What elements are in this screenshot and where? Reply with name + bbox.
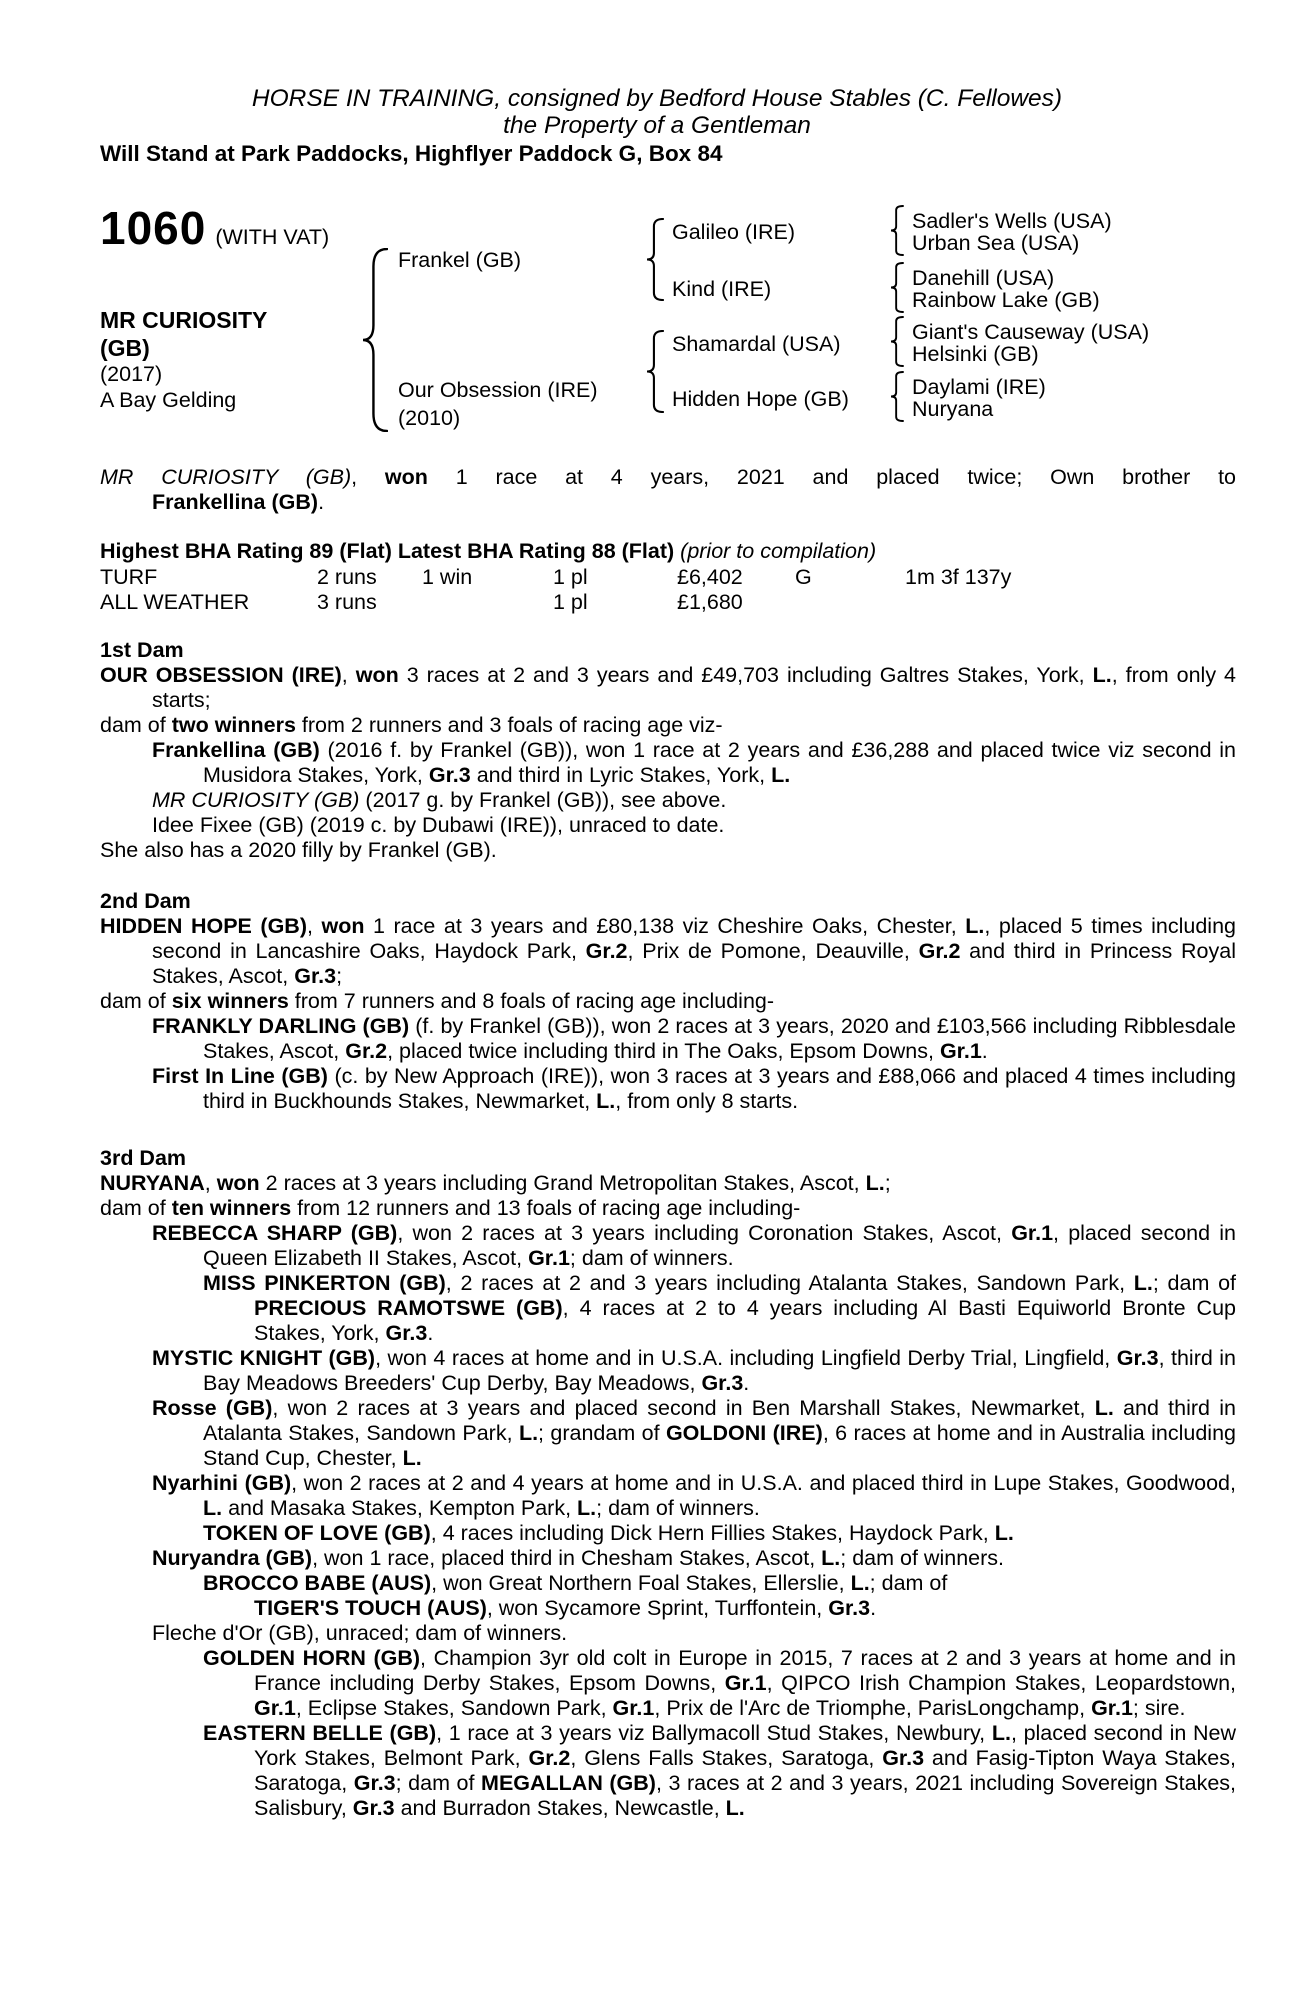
text-segment: , won 2 races at 2 and 4 years at home and in U.S.A. and placed third in Lupe Stakes, Goodwood, bbox=[291, 1471, 1236, 1495]
text-segment: , placed twice including third in The Oaks, Epsom Downs, bbox=[387, 1039, 940, 1063]
dam-name: Our Obsession (IRE) bbox=[398, 378, 598, 402]
greatgrand-sire-dam-sire: Danehill (USA) bbox=[912, 266, 1055, 290]
pedigree-brace-gg1 bbox=[890, 205, 904, 256]
text-segment: Fleche d'Or (GB), unraced; dam of winners. bbox=[152, 1621, 568, 1645]
text-segment: REBECCA SHARP (GB) bbox=[152, 1221, 398, 1245]
pedigree-paragraph bbox=[100, 1571, 1236, 1596]
property-line: the Property of a Gentleman bbox=[503, 112, 811, 139]
dam-section-heading: 1st Dam bbox=[100, 638, 184, 662]
text-segment: 2 races at 3 years including Grand Metropolitan Stakes, Ascot, bbox=[259, 1171, 866, 1195]
text-segment: Rosse (GB) bbox=[152, 1396, 273, 1420]
text-segment: , 2 races at 2 and 3 years including Atalanta Stakes, Sandown Park, bbox=[445, 1271, 1134, 1295]
text-segment: , won 4 races at home and in U.S.A. including Lingfield Derby Trial, Lingfield, bbox=[375, 1346, 1117, 1370]
text-segment: won bbox=[355, 663, 399, 687]
race-record-line1 bbox=[100, 465, 1236, 490]
stat-cell: TURF bbox=[100, 565, 158, 589]
text-segment: . bbox=[427, 1321, 434, 1345]
text-segment: , from only 4 starts; bbox=[152, 663, 1237, 712]
text-segment: , won Sycamore Sprint, Turffontein, bbox=[486, 1596, 829, 1620]
bha-rating-heading bbox=[100, 538, 1236, 565]
text-segment: 1 race at 3 years and £80,138 viz Cheshire Oaks, Chester, bbox=[364, 914, 966, 938]
text-segment: . bbox=[743, 1371, 750, 1395]
text-segment: , placed 5 times including second in Lancashire Oaks, Haydock Park, bbox=[152, 914, 1236, 963]
vat-label: (WITH VAT) bbox=[215, 225, 330, 249]
text-segment: PRECIOUS RAMOTSWE (GB) bbox=[254, 1296, 563, 1320]
text-segment: Gr.3 bbox=[1116, 1346, 1159, 1370]
text-segment: ; bbox=[336, 964, 343, 988]
text-segment: ten winners bbox=[171, 1196, 292, 1220]
pedigree-paragraph bbox=[100, 1014, 1236, 1064]
stat-cell: 2 runs bbox=[317, 565, 377, 589]
text-segment: Gr.3 bbox=[352, 1796, 395, 1820]
text-segment: , QIPCO Irish Champion Stakes, Leopardstown, bbox=[766, 1671, 1236, 1695]
pedigree-paragraph bbox=[100, 788, 1236, 813]
dam-sections bbox=[100, 638, 1236, 1821]
pedigree-paragraph bbox=[100, 1546, 1236, 1571]
text-segment: Gr.1 bbox=[254, 1696, 296, 1720]
pedigree-paragraph bbox=[100, 813, 1236, 838]
text-segment: ; dam of winners. bbox=[840, 1546, 1004, 1570]
text-segment: , Prix de Pomone, Deauville, bbox=[627, 939, 919, 963]
text-segment: L. bbox=[965, 914, 985, 938]
text-segment: ; dam of bbox=[869, 1571, 948, 1595]
stat-cell: 3 runs bbox=[317, 590, 377, 614]
pedigree-paragraph bbox=[100, 1521, 1236, 1546]
greatgrand-dam-dam-sire: Daylami (IRE) bbox=[912, 375, 1046, 399]
pedigree-paragraph bbox=[100, 989, 1236, 1014]
greatgrand-sire-sire-sire: Sadler's Wells (USA) bbox=[912, 209, 1112, 233]
text-segment: , 4 races including Dick Hern Fillies Stakes, Haydock Park, bbox=[430, 1521, 995, 1545]
greatgrand-dam-sire-sire: Giant's Causeway (USA) bbox=[912, 320, 1150, 344]
text-segment: L. bbox=[577, 1496, 597, 1520]
text-segment: , Prix de l'Arc de Triomphe, ParisLongchamp, bbox=[654, 1696, 1092, 1720]
text-segment: , won 1 race, placed third in Chesham Stakes, Ascot, bbox=[312, 1546, 822, 1570]
greatgrand-sire-dam-dam: Rainbow Lake (GB) bbox=[912, 288, 1100, 312]
text-segment: , bbox=[204, 1171, 217, 1195]
pedigree-brace-gg2 bbox=[890, 262, 904, 313]
text-segment: ; grandam of bbox=[538, 1421, 666, 1445]
text-segment: , won Great Northern Foal Stakes, Ellerslie, bbox=[431, 1571, 851, 1595]
text-segment: Gr.2 bbox=[918, 939, 961, 963]
text-segment: ; dam of winners. bbox=[596, 1496, 760, 1520]
stat-row bbox=[100, 565, 1236, 590]
pedigree-paragraph bbox=[100, 1646, 1236, 1721]
stat-row bbox=[100, 590, 1236, 615]
text-segment: dam of bbox=[100, 989, 172, 1013]
text-segment: Gr.1 bbox=[724, 1671, 767, 1695]
text-segment: Gr.3 bbox=[701, 1371, 744, 1395]
text-segment: won bbox=[216, 1171, 260, 1195]
text-segment: dam of bbox=[100, 1196, 172, 1220]
text-segment: , Champion 3yr old colt in Europe in 2015, 7 races at 2 and 3 years at home and in France including Derby Stakes, Epsom Downs, bbox=[254, 1646, 1236, 1695]
pedigree-brace-sire-line bbox=[646, 218, 664, 301]
text-segment: (2017 g. by Frankel (GB)), see above. bbox=[359, 788, 727, 812]
text-segment: TIGER'S TOUCH (AUS) bbox=[254, 1596, 487, 1620]
pedigree-brace-gg3 bbox=[890, 316, 904, 367]
pedigree-paragraph bbox=[100, 1721, 1236, 1821]
pedigree-paragraph bbox=[100, 1346, 1236, 1396]
text-segment: and third in Lyric Stakes, York, bbox=[470, 763, 772, 787]
text-segment: Gr.3 bbox=[882, 1746, 925, 1770]
stat-cell: 1 pl bbox=[553, 565, 588, 589]
stabling-line: Will Stand at Park Paddocks, Highflyer Paddock G, Box 84 bbox=[100, 141, 723, 166]
stat-cell: 1m 3f 137y bbox=[905, 565, 1012, 589]
text-segment: L. bbox=[994, 1521, 1014, 1545]
consignor-line: HORSE IN TRAINING, consigned by Bedford House Stables (C. Fellowes) bbox=[251, 85, 1063, 112]
stat-cell: ALL WEATHER bbox=[100, 590, 250, 614]
text-segment: , 3 races at 2 and 3 years, 2021 including Sovereign Stakes, Salisbury, bbox=[254, 1771, 1237, 1820]
pedigree-paragraph bbox=[100, 713, 1236, 738]
pedigree-paragraph bbox=[100, 1196, 1236, 1221]
text-segment: NURYANA bbox=[100, 1171, 205, 1195]
pedigree-paragraph bbox=[100, 1621, 1236, 1646]
greatgrand-dam-sire-dam: Helsinki (GB) bbox=[912, 342, 1039, 366]
text-segment: six winners bbox=[171, 989, 289, 1013]
sire-sire: Galileo (IRE) bbox=[672, 220, 796, 244]
pedigree-paragraph bbox=[100, 1596, 1236, 1621]
text-segment: Gr.1 bbox=[612, 1696, 655, 1720]
text-segment: and Fasig-Tipton Waya Stakes, Saratoga, bbox=[254, 1746, 1236, 1795]
stat-cell: £6,402 bbox=[677, 565, 743, 589]
text-segment: , 4 races at 2 to 4 years including Al Basti Equiworld Bronte Cup Stakes, York, bbox=[254, 1296, 1236, 1345]
text-segment: L. bbox=[850, 1571, 870, 1595]
text-segment: MR CURIOSITY (GB) bbox=[100, 465, 352, 489]
text-segment: L. bbox=[991, 1721, 1011, 1745]
pedigree-paragraph bbox=[100, 738, 1236, 788]
sire-name: Frankel (GB) bbox=[398, 248, 522, 272]
text-segment: She also has a 2020 filly by Frankel (GB). bbox=[100, 838, 497, 862]
pedigree-paragraph bbox=[100, 1221, 1236, 1271]
text-segment: L. bbox=[1092, 663, 1112, 687]
text-segment: , won 2 races at 3 years including Coronation Stakes, Ascot, bbox=[397, 1221, 1012, 1245]
text-segment: and Burradon Stakes, Newcastle, bbox=[394, 1796, 726, 1820]
text-segment: Gr.1 bbox=[939, 1039, 982, 1063]
greatgrand-dam-dam-dam: Nuryana bbox=[912, 397, 994, 421]
pedigree-brace-parents bbox=[362, 248, 388, 432]
text-segment: ; dam of bbox=[1152, 1271, 1237, 1295]
text-segment: 3 races at 2 and 3 years and £49,703 including Galtres Stakes, York, bbox=[398, 663, 1093, 687]
text-segment: Frankellina (GB) bbox=[152, 738, 320, 762]
text-segment: , placed second in New York Stakes, Belmont Park, bbox=[254, 1721, 1237, 1770]
text-segment: , 1 race at 3 years viz Ballymacoll Stud Stakes, Newbury, bbox=[436, 1721, 992, 1745]
text-segment: and third in Atalanta Stakes, Sandown Park, bbox=[203, 1396, 1236, 1445]
dam-section-heading: 3rd Dam bbox=[100, 1146, 187, 1170]
text-segment: Nyarhini (GB) bbox=[152, 1471, 292, 1495]
text-segment: Nuryandra (GB) bbox=[152, 1546, 313, 1570]
pedigree-brace-dam-line bbox=[646, 330, 664, 413]
text-segment: L. bbox=[596, 1089, 616, 1113]
text-segment: , from only 8 starts. bbox=[615, 1089, 799, 1113]
text-segment: OUR OBSESSION (IRE) bbox=[100, 663, 342, 687]
text-segment: Gr.3 bbox=[428, 763, 471, 787]
text-segment: Gr.1 bbox=[1011, 1221, 1054, 1245]
sire-dam: Kind (IRE) bbox=[672, 277, 772, 301]
pedigree-paragraph bbox=[100, 1064, 1236, 1114]
stat-cell: 1 win bbox=[422, 565, 473, 589]
text-segment: L. bbox=[865, 1171, 885, 1195]
text-segment: L. bbox=[203, 1496, 223, 1520]
lot-header bbox=[100, 202, 330, 254]
text-segment: and Masaka Stakes, Kempton Park, bbox=[222, 1496, 578, 1520]
text-segment: Gr.2 bbox=[585, 939, 628, 963]
stat-cell: G bbox=[795, 565, 812, 589]
text-segment: BROCCO BABE (AUS) bbox=[203, 1571, 432, 1595]
pedigree-paragraph bbox=[100, 1271, 1236, 1346]
text-segment: (prior to compilation) bbox=[680, 539, 877, 563]
horse-foaling-year: (2017) bbox=[100, 362, 163, 386]
stat-cell: 1 pl bbox=[553, 590, 588, 614]
text-segment: L. bbox=[1094, 1396, 1114, 1420]
text-segment: Gr.3 bbox=[385, 1321, 428, 1345]
pedigree-paragraph bbox=[100, 838, 1236, 863]
text-segment: (2016 f. by Frankel (GB)), won 1 race at 2 years and £36,288 and placed twice viz second in Musidora Stakes, York, bbox=[203, 738, 1236, 787]
text-segment: GOLDONI (IRE) bbox=[665, 1421, 823, 1445]
text-segment: MYSTIC KNIGHT (GB) bbox=[152, 1346, 376, 1370]
text-segment: Gr.2 bbox=[345, 1039, 388, 1063]
text-segment: EASTERN BELLE (GB) bbox=[203, 1721, 437, 1745]
pedigree-brace-gg4 bbox=[890, 371, 904, 422]
text-segment: , 6 races at home and in Australia including Stand Cup, Chester, bbox=[203, 1421, 1236, 1470]
text-segment: from 7 runners and 8 foals of racing age including- bbox=[288, 989, 775, 1013]
text-segment: ; bbox=[884, 1171, 891, 1195]
text-segment: MR CURIOSITY (GB) bbox=[152, 788, 360, 812]
text-segment: dam of bbox=[100, 713, 172, 737]
pedigree-paragraph bbox=[100, 1396, 1236, 1471]
pedigree-paragraph bbox=[100, 914, 1236, 989]
text-segment: , bbox=[306, 914, 322, 938]
text-segment: . bbox=[870, 1596, 877, 1620]
text-segment: won bbox=[321, 914, 365, 938]
text-segment: (c. by New Approach (IRE)), won 3 races at 3 years and £88,066 and placed 4 times including third in Buckhounds Stakes, Newmarket, bbox=[203, 1064, 1236, 1113]
dam-section-heading: 2nd Dam bbox=[100, 889, 191, 913]
text-segment: First In Line (GB) bbox=[152, 1064, 328, 1088]
text-segment: ; dam of bbox=[395, 1771, 482, 1795]
text-segment: Gr.3 bbox=[353, 1771, 396, 1795]
text-segment: Gr.2 bbox=[528, 1746, 571, 1770]
text-segment: TOKEN OF LOVE (GB) bbox=[203, 1521, 431, 1545]
text-segment: , bbox=[341, 663, 356, 687]
text-segment: . bbox=[318, 490, 325, 514]
race-record-line2 bbox=[100, 490, 1236, 515]
text-segment: Gr.3 bbox=[294, 964, 337, 988]
text-segment: FRANKLY DARLING (GB) bbox=[152, 1014, 410, 1038]
text-segment: MISS PINKERTON (GB) bbox=[203, 1271, 446, 1295]
lot-number: 1060 bbox=[100, 202, 207, 254]
text-segment: Gr.1 bbox=[1091, 1696, 1133, 1720]
text-segment: Gr.3 bbox=[828, 1596, 871, 1620]
text-segment: L. bbox=[821, 1546, 841, 1570]
text-segment: Idee Fixee (GB) (2019 c. by Dubawi (IRE)), unraced to date. bbox=[152, 813, 725, 837]
pedigree-paragraph bbox=[100, 663, 1236, 713]
horse-description: A Bay Gelding bbox=[100, 388, 237, 412]
text-segment: (f. by Frankel (GB)), won 2 races at 3 years, 2020 and £103,566 including Ribblesdale Stakes, Ascot, bbox=[203, 1014, 1236, 1063]
text-segment: L. bbox=[402, 1446, 422, 1470]
dam-sire: Shamardal (USA) bbox=[672, 332, 841, 356]
catalogue-body bbox=[100, 465, 1236, 1821]
text-segment: and third in Princess Royal Stakes, Ascot, bbox=[152, 939, 1236, 988]
dam-dam: Hidden Hope (GB) bbox=[672, 387, 849, 411]
stat-cell: £1,680 bbox=[677, 590, 743, 614]
text-segment: L. bbox=[518, 1421, 539, 1445]
text-segment: won bbox=[384, 465, 428, 489]
text-segment: two winners bbox=[171, 713, 296, 737]
text-segment: L. bbox=[725, 1796, 745, 1820]
text-segment: Gr.1 bbox=[528, 1246, 570, 1270]
text-segment: , third in Bay Meadows Breeders' Cup Derby, Bay Meadows, bbox=[203, 1346, 1237, 1395]
text-segment: from 2 runners and 3 foals of racing age viz- bbox=[295, 713, 723, 737]
text-segment: Frankellina (GB) bbox=[152, 490, 319, 514]
text-segment: , bbox=[351, 465, 385, 489]
horse-name: MR CURIOSITY (GB) bbox=[100, 307, 267, 361]
greatgrand-sire-sire-dam: Urban Sea (USA) bbox=[912, 231, 1080, 255]
stats-rows bbox=[100, 565, 1236, 615]
dam-name-block bbox=[398, 376, 658, 432]
text-segment: MEGALLAN (GB) bbox=[481, 1771, 656, 1795]
text-segment: ; sire. bbox=[1132, 1696, 1186, 1720]
text-segment: , placed second in Queen Elizabeth II Stakes, Ascot, bbox=[203, 1221, 1237, 1270]
text-segment: 1 race at 4 years, 2021 and placed twice; Own brother to bbox=[427, 465, 1236, 489]
text-segment: ; dam of winners. bbox=[569, 1246, 734, 1270]
text-segment: . bbox=[981, 1039, 988, 1063]
text-segment: , won 2 races at 3 years and placed second in Ben Marshall Stakes, Newmarket, bbox=[272, 1396, 1095, 1420]
dam-year: (2010) bbox=[398, 406, 461, 430]
text-segment: L. bbox=[771, 763, 791, 787]
text-segment: Highest BHA Rating 89 (Flat) Latest BHA Rating 88 (Flat) bbox=[100, 539, 681, 563]
text-segment: GOLDEN HORN (GB) bbox=[203, 1646, 421, 1670]
text-segment: , Eclipse Stakes, Sandown Park, bbox=[295, 1696, 613, 1720]
pedigree-paragraph bbox=[100, 1171, 1236, 1196]
text-segment: , Glens Falls Stakes, Saratoga, bbox=[570, 1746, 883, 1770]
text-segment: from 12 runners and 13 foals of racing age including- bbox=[291, 1196, 801, 1220]
pedigree-paragraph bbox=[100, 1471, 1236, 1521]
text-segment: HIDDEN HOPE (GB) bbox=[100, 914, 307, 938]
text-segment: L. bbox=[1133, 1271, 1153, 1295]
